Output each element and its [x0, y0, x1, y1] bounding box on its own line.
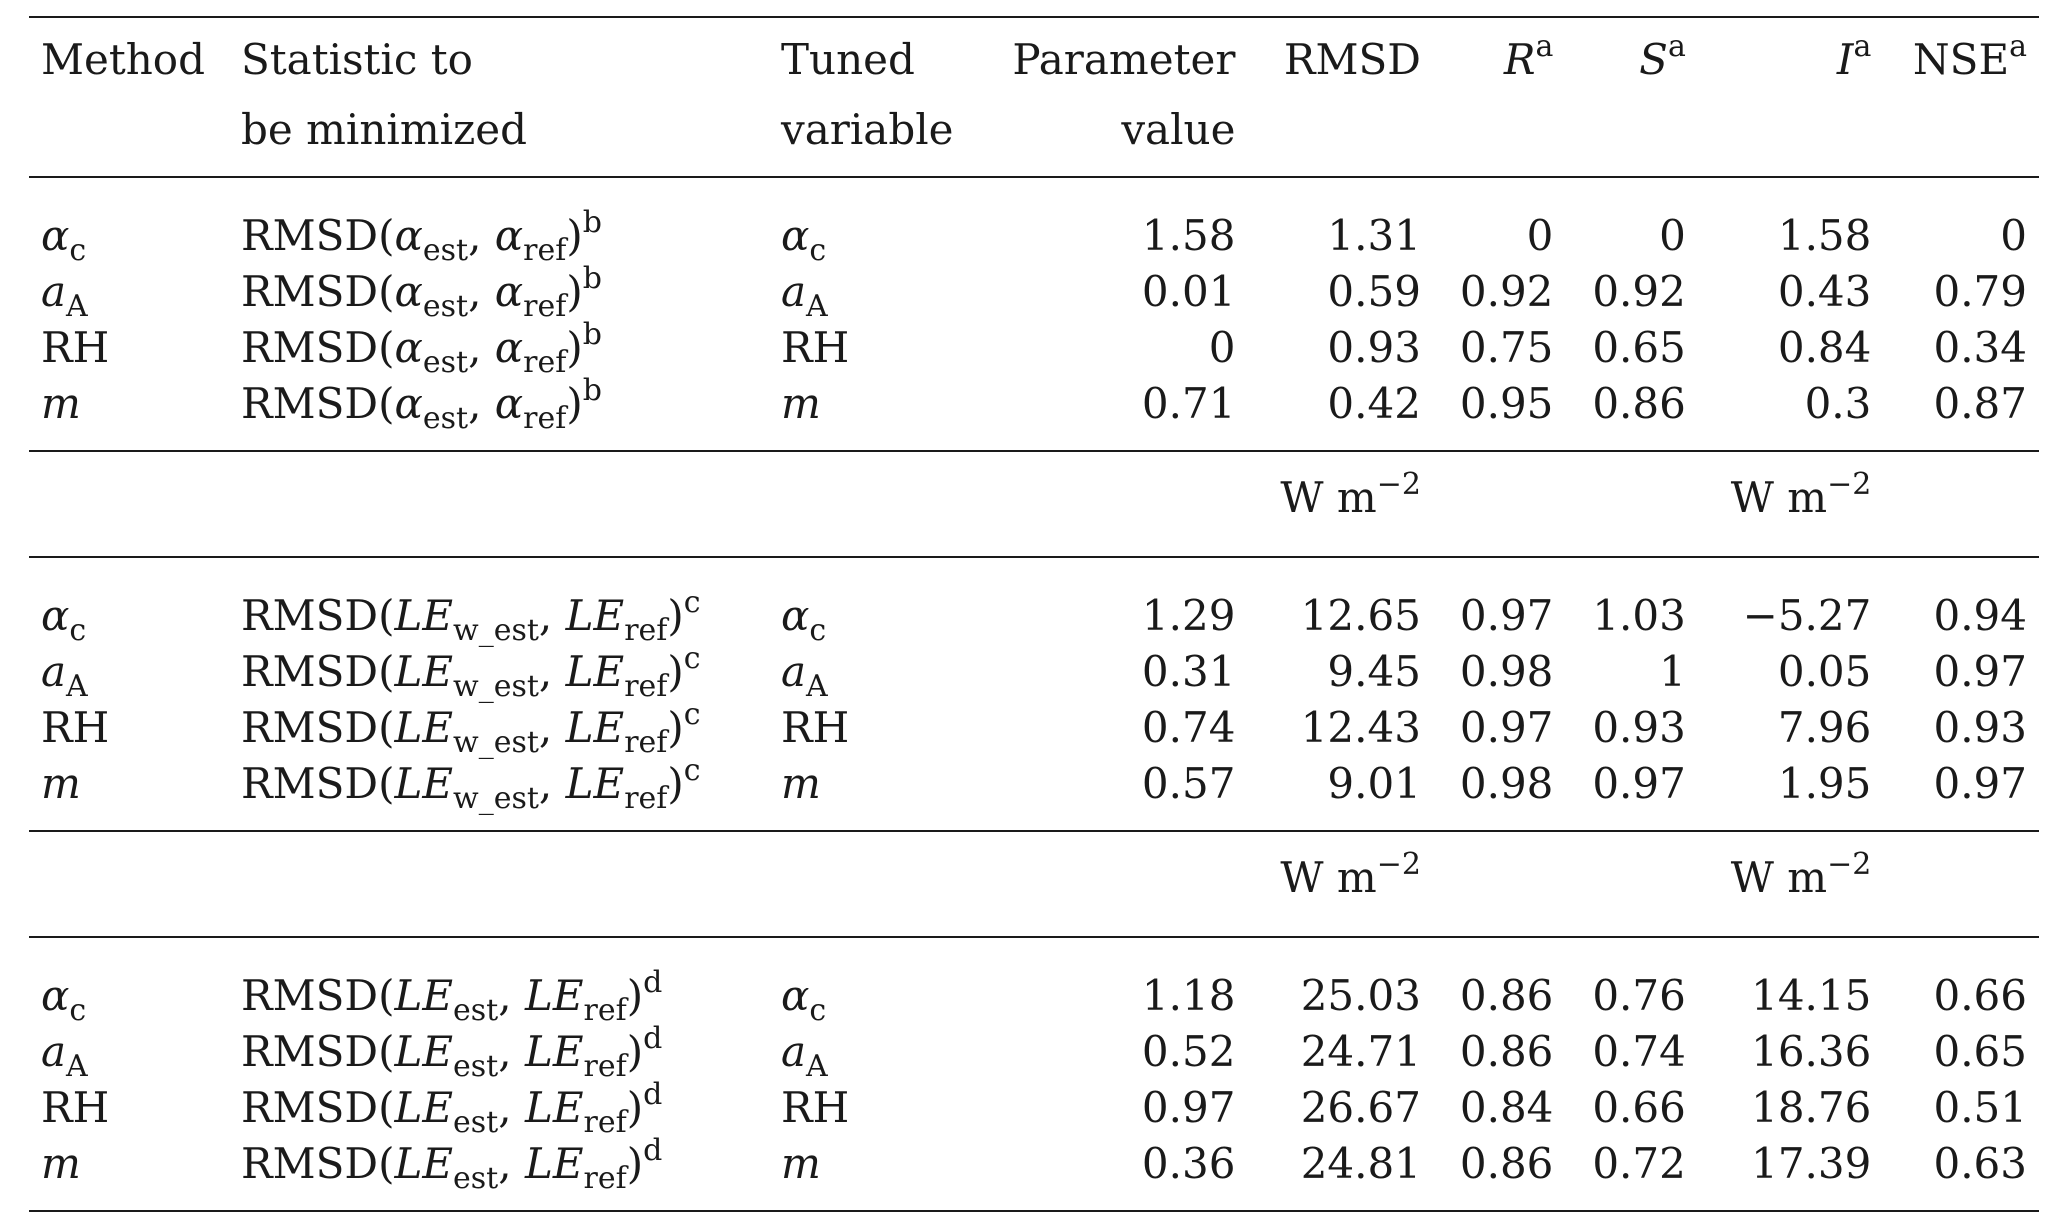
cell-r: 0.95 [1459, 379, 1554, 428]
cell-parameter-value: 1.29 [1141, 591, 1236, 640]
cell-s: 1 [1659, 647, 1686, 696]
cell-r: 0.98 [1459, 759, 1554, 808]
cell-statistic: $RMSD(LE_{est}$, $LE_{ref})^d$ [241, 1021, 663, 1084]
cell-r: 0.92 [1459, 267, 1554, 316]
table-row [29, 644, 2039, 700]
cell-r: 0.86 [1459, 1139, 1554, 1188]
cell-method: $\alpha_c$ [41, 971, 87, 1028]
units-row [29, 451, 2039, 557]
header-i [1698, 17, 1884, 88]
header-s [1565, 17, 1697, 88]
cell-parameter-value: 1.58 [1141, 211, 1236, 260]
cell-tuned-variable: m [781, 1139, 821, 1188]
cell-r: 0.75 [1459, 323, 1554, 372]
cell-nse: 0.63 [1933, 1139, 2027, 1188]
cell-statistic: $RMSD(LE_{w\_est}$, $LE_{ref})^c$ [241, 641, 701, 704]
header-s-footnote: a [1667, 29, 1686, 64]
cell-s: 0.76 [1592, 971, 1686, 1020]
header-r-footnote: a [1535, 29, 1554, 64]
cell-rmsd: 0.93 [1327, 323, 1421, 372]
cell-rmsd: 9.01 [1327, 759, 1421, 808]
cell-nse: 0.79 [1933, 267, 2027, 316]
table-row [29, 264, 2039, 320]
table-row [29, 320, 2039, 376]
cell-tuned-variable: $\alpha_c$ [781, 971, 827, 1028]
cell-nse: 0.97 [1933, 647, 2027, 696]
cell-statistic: $RMSD(LE_{est}$, $LE_{ref})^d$ [241, 1077, 663, 1140]
cell-tuned-variable: $a_A$ [781, 1027, 828, 1084]
cell-s: 0.92 [1592, 267, 1686, 316]
cell-statistic: $RMSD(LE_{w\_est}$, $LE_{ref})^c$ [241, 585, 701, 648]
cell-rmsd: 1.31 [1327, 211, 1421, 260]
cell-s: 0 [1659, 211, 1686, 260]
header-s-symbol: S [1639, 35, 1668, 84]
cell-r: 0.97 [1459, 591, 1554, 640]
cell-statistic: $RMSD(LE_{est}$, $LE_{ref})^d$ [241, 1133, 663, 1196]
cell-parameter-value: 0.57 [1141, 759, 1236, 808]
cell-method: RH [41, 1083, 110, 1132]
cell-r: 0.86 [1459, 1027, 1554, 1076]
header-i-footnote: a [1853, 29, 1872, 64]
header-tuned-line1: Tuned [781, 35, 915, 84]
cell-statistic: $RMSD(\alpha_{est}$, $\alpha_{ref})^b$ [241, 261, 602, 324]
cell-parameter-value: 0.74 [1141, 703, 1236, 752]
header-r-symbol: R [1503, 35, 1536, 84]
cell-parameter-value: 0 [1208, 323, 1236, 372]
cell-method: $a_A$ [41, 647, 88, 704]
cell-method: m [41, 759, 81, 808]
cell-nse: 0.97 [1933, 759, 2027, 808]
table-row [29, 376, 2039, 451]
cell-parameter-value: 0.01 [1141, 267, 1236, 316]
cell-statistic: $RMSD(LE_{w\_est}$, $LE_{ref})^c$ [241, 753, 701, 816]
cell-s: 1.03 [1592, 591, 1686, 640]
cell-nse: 0.34 [1933, 323, 2027, 372]
cell-s: 0.66 [1592, 1083, 1686, 1132]
cell-tuned-variable: m [781, 379, 821, 428]
table-row [29, 557, 2039, 644]
table-row [29, 756, 2039, 831]
cell-tuned-variable: RH [781, 1083, 850, 1132]
unit-intercept: W $m^{-2}$ [1730, 467, 1872, 522]
cell-i: 7.96 [1777, 703, 1872, 752]
cell-tuned-variable: $\alpha_c$ [781, 591, 827, 648]
header-rmsd: RMSD [1283, 35, 1421, 84]
cell-i: 16.36 [1751, 1027, 1872, 1076]
cell-rmsd: 25.03 [1300, 971, 1421, 1020]
header-method: Method [41, 35, 205, 84]
cell-tuned-variable: m [781, 759, 821, 808]
cell-method: m [41, 379, 81, 428]
unit-rmsd: W $m^{-2}$ [1280, 467, 1421, 522]
cell-r: 0.86 [1459, 971, 1554, 1020]
cell-i: 0.3 [1804, 379, 1872, 428]
cell-parameter-value: 0.31 [1141, 647, 1236, 696]
cell-i: 0.84 [1777, 323, 1872, 372]
cell-method: RH [41, 703, 110, 752]
table-row [29, 177, 2039, 264]
cell-tuned-variable: RH [781, 323, 850, 372]
cell-i: 14.15 [1751, 971, 1872, 1020]
cell-parameter-value: 1.18 [1141, 971, 1236, 1020]
header-row-1 [29, 17, 2039, 88]
cell-rmsd: 12.65 [1300, 591, 1421, 640]
cell-parameter-value: 0.71 [1141, 379, 1236, 428]
cell-method: $a_A$ [41, 1027, 88, 1084]
cell-i: 17.39 [1751, 1139, 1872, 1188]
cell-i: 1.95 [1777, 759, 1872, 808]
cell-statistic: $RMSD(LE_{est}$, $LE_{ref})^d$ [241, 965, 663, 1028]
cell-s: 0.93 [1592, 703, 1686, 752]
unit-rmsd: W $m^{-2}$ [1280, 847, 1421, 902]
header-tuned-line2: variable [781, 105, 954, 154]
cell-i: 18.76 [1751, 1083, 1872, 1132]
header-statistic-line2: be minimized [241, 105, 527, 154]
cell-rmsd: 26.67 [1300, 1083, 1421, 1132]
cell-tuned-variable: $a_A$ [781, 267, 828, 324]
cell-method: $\alpha_c$ [41, 211, 87, 268]
cell-i: 0.05 [1777, 647, 1872, 696]
header-param-line2: value [1121, 105, 1236, 154]
header-nse-label: NSE [1912, 35, 2010, 84]
cell-s: 0.97 [1592, 759, 1686, 808]
header-nse-footnote: a [2009, 29, 2027, 64]
cell-nse: 0 [2000, 211, 2027, 260]
table-row [29, 937, 2039, 1024]
cell-method: $\alpha_c$ [41, 591, 87, 648]
header-row-2 [29, 88, 2039, 177]
cell-i: 0.43 [1777, 267, 1872, 316]
units-row [29, 831, 2039, 937]
cell-i: −5.27 [1742, 591, 1872, 640]
cell-nse: 0.65 [1933, 1027, 2027, 1076]
cell-parameter-value: 0.52 [1141, 1027, 1236, 1076]
cell-nse: 0.51 [1933, 1083, 2027, 1132]
header-param-line1: Parameter [1012, 35, 1236, 84]
cell-rmsd: 12.43 [1300, 703, 1421, 752]
cell-rmsd: 0.59 [1327, 267, 1421, 316]
cell-method: m [41, 1139, 81, 1188]
unit-intercept: W $m^{-2}$ [1730, 847, 1872, 902]
cell-rmsd: 24.71 [1300, 1027, 1421, 1076]
cell-parameter-value: 0.97 [1141, 1083, 1236, 1132]
table-row [29, 1080, 2039, 1136]
cell-s: 0.74 [1592, 1027, 1686, 1076]
cell-method: $a_A$ [41, 267, 88, 324]
table-row [29, 1136, 2039, 1211]
cell-s: 0.86 [1592, 379, 1686, 428]
cell-rmsd: 0.42 [1327, 379, 1421, 428]
header-statistic-line1: Statistic to [241, 35, 473, 84]
cell-tuned-variable: RH [781, 703, 850, 752]
header-nse [1883, 17, 2039, 88]
cell-i: 1.58 [1777, 211, 1872, 260]
cell-r: 0.84 [1459, 1083, 1554, 1132]
cell-statistic: $RMSD(\alpha_{est}$, $\alpha_{ref})^b$ [241, 317, 602, 380]
cell-statistic: $RMSD(\alpha_{est}$, $\alpha_{ref})^b$ [241, 373, 602, 436]
cell-r: 0.98 [1459, 647, 1554, 696]
header-r [1433, 17, 1565, 88]
cell-r: 0 [1526, 211, 1554, 260]
cell-tuned-variable: $a_A$ [781, 647, 828, 704]
cell-tuned-variable: $\alpha_c$ [781, 211, 827, 268]
cell-nse: 0.93 [1933, 703, 2027, 752]
table-row [29, 1024, 2039, 1080]
cell-parameter-value: 0.36 [1141, 1139, 1236, 1188]
cell-statistic: $RMSD(\alpha_{est}$, $\alpha_{ref})^b$ [241, 205, 602, 268]
table-row [29, 700, 2039, 756]
results-table [29, 16, 2039, 1212]
cell-rmsd: 24.81 [1300, 1139, 1421, 1188]
cell-method: RH [41, 323, 110, 372]
results-table-container [29, 16, 2039, 1212]
cell-r: 0.97 [1459, 703, 1554, 752]
cell-nse: 0.94 [1933, 591, 2027, 640]
cell-s: 0.65 [1592, 323, 1686, 372]
cell-rmsd: 9.45 [1327, 647, 1421, 696]
cell-statistic: $RMSD(LE_{w\_est}$, $LE_{ref})^c$ [241, 697, 701, 760]
cell-s: 0.72 [1592, 1139, 1686, 1188]
cell-nse: 0.87 [1933, 379, 2027, 428]
cell-nse: 0.66 [1933, 971, 2027, 1020]
header-i-symbol: I [1836, 35, 1854, 84]
